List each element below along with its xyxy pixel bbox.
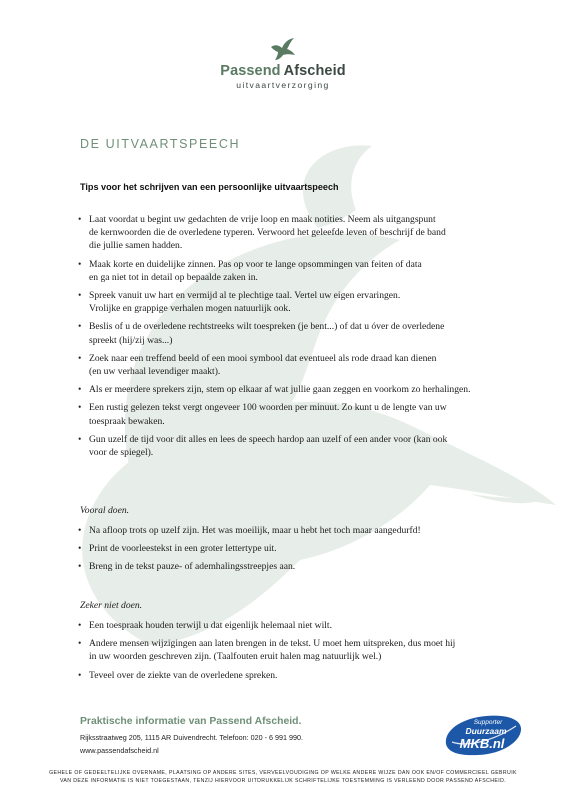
list-item: • Maak korte en duidelijke zinnen. Pas op voor te lange opsommingen van feiten of data en ga niet tot in detail op bepaalde zaken in.	[78, 258, 518, 284]
list-item: • Teveel over de ziekte van de overledene spreken.	[78, 669, 518, 682]
list-item: • Spreek vanuit uw hart en vermijd al te plechtige taal. Vertel uw eigen ervaringen. Vrolijke en grappige verhalen mogen natuurlijk ook.	[78, 289, 518, 315]
dove-icon	[268, 36, 298, 62]
list-item: • Zoek naar een treffend beeld of een mooi symbool dat eventueel als rode draad kan dienen (en uw verhaal levendiger maakt).	[78, 352, 518, 378]
footer-address: Rijksstraatweg 205, 1115 AR Duivendrecht. Telefoon: 020 - 6 991 990.	[80, 733, 303, 742]
list-item: • Laat voordat u begint uw gedachten de vrije loop en maak notities. Neem als uitgangspunt de kernwoorden die de overledene typeren. Verwoord het geleefde leven of beschrijf de band die jullie samen hadden.	[78, 213, 518, 253]
dos-heading: Vooral doen.	[80, 505, 130, 516]
badge-line3: MKB.nl	[459, 736, 505, 751]
list-item: • Een toespraak houden terwijl u dat eigenlijk helemaal niet wilt.	[78, 619, 518, 632]
dos-list	[78, 524, 518, 579]
list-item: • Andere mensen wijzigingen aan laten brengen in de tekst. U moet hem uitspreken, dus moet hij in uw woorden geschreven zijn. (Taalfouten eruit halen mag natuurlijk wel.)	[78, 637, 518, 663]
list-item: • Print de voorleestekst in een groter lettertype uit.	[78, 542, 518, 555]
donts-heading: Zeker niet doen.	[80, 600, 143, 611]
brand-name-part1: Passend	[220, 63, 281, 79]
brand-name	[0, 63, 566, 79]
copyright-disclaimer: GEHELE OF GEDEELTELIJKE OVERNAME, PLAATSING OP ANDERE SITES, VERVEELVOUDIGING OP WELKE ANDERE WIJZE DAN OOK EN/OF COMMERCIEEL GEBRUIK VAN DEZE INFORMATIE IS NIET TOEGESTAAN, TENZIJ HIERVOOR UITDRUKKELIJK SCHRIFTELIJKE TOESTEMMING IS VERLEEND DOOR PASSEND AFSCHEID.	[49, 770, 517, 784]
badge-line1: Supporter	[473, 719, 503, 726]
list-item: • Gun uzelf de tijd voor dit alles en lees de speech hardop aan uzelf of een ander voor (kan ook voor de spiegel).	[78, 433, 518, 459]
list-item: • Beslis of u de overledene rechtstreeks wilt toespreken (je bent...) of dat u óver de overledene spreekt (hij/zij was...)	[78, 320, 518, 346]
page-title: DE UITVAARTSPEECH	[80, 137, 241, 151]
brand-logo	[0, 36, 566, 90]
list-item: • Breng in de tekst pauze- of ademhalingsstreepjes aan.	[78, 560, 518, 573]
list-item: • Een rustig gelezen tekst vergt ongeveer 100 woorden per minuut. Zo kunt u de lengte van uw toespraak bewaken.	[78, 401, 518, 427]
brand-tagline: uitvaartverzorging	[236, 80, 330, 90]
footer-website-link[interactable]: www.passendafscheid.nl	[80, 746, 159, 755]
duurzaam-mkb-badge	[442, 712, 524, 758]
list-item: • Na afloop trots op uzelf zijn. Het was moeilijk, maar u hebt het toch maar aangedurfd!	[78, 524, 518, 537]
brand-name-part2: Afscheid	[283, 63, 346, 79]
donts-list	[78, 619, 518, 687]
list-item: • Als er meerdere sprekers zijn, stem op elkaar af wat jullie gaan zeggen en voorkom zo herhalingen.	[78, 383, 518, 396]
footer-title: Praktische informatie van Passend Afscheid.	[80, 716, 302, 727]
tips-list	[78, 213, 518, 464]
page-subtitle: Tips voor het schrijven van een persoonlijke uitvaartspeech	[80, 182, 339, 192]
badge-line2: Duurzaam	[465, 726, 507, 736]
